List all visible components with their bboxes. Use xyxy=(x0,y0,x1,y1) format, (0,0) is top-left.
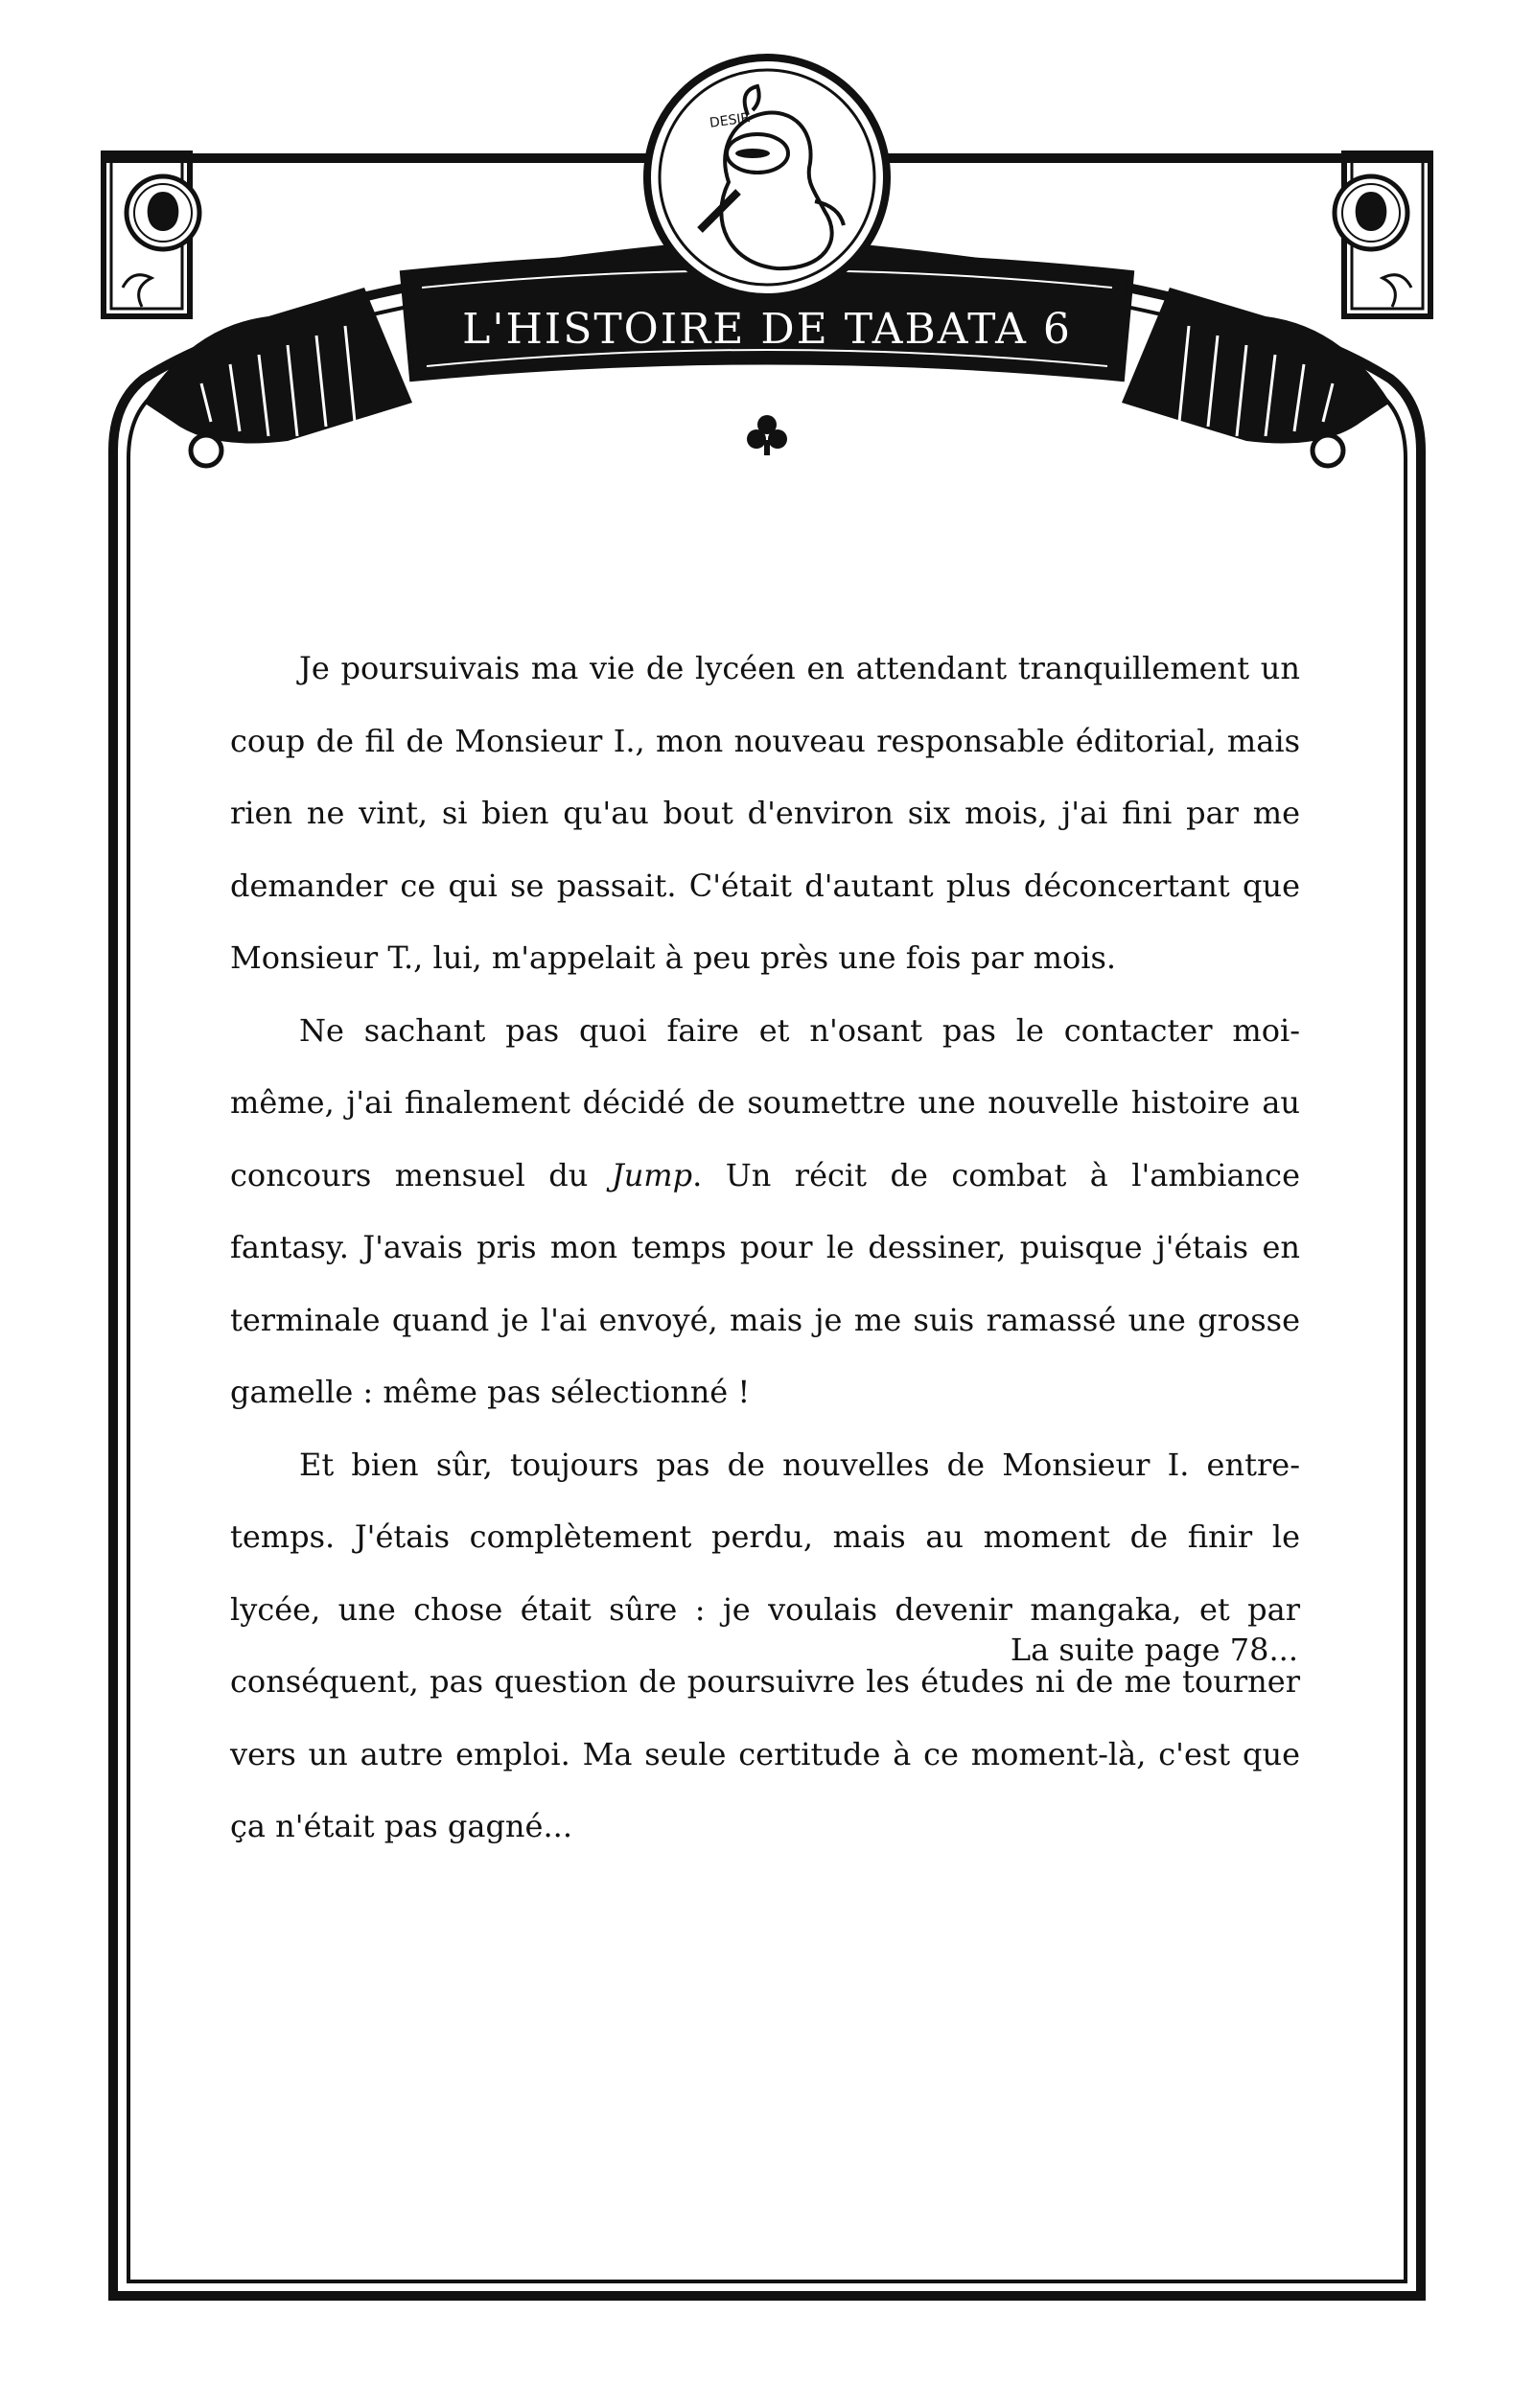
top-bar-left xyxy=(104,153,660,163)
medallion-duck xyxy=(647,58,887,297)
continuation-note: La suite page 78... xyxy=(1010,1632,1298,1668)
corner-ornament-left xyxy=(104,153,199,316)
paragraph-2 xyxy=(230,995,1300,1429)
top-bar-right xyxy=(874,153,1430,163)
paragraph-1: Je poursuivais ma vie de lycéen en attendant tranquillement un coup de fil de Monsieur I., mon nouveau responsable éditorial, mais rien ne vint, si bien qu'au bout d'environ six mois, j'ai fini par me demander ce qui se passait. C'était d'autant plus déconcertant que Monsieur T., lui, m'appelait à peu près une fois par mois. xyxy=(230,650,1300,976)
page-title: L'HISTOIRE DE TABATA 6 xyxy=(462,305,1072,354)
paragraph-2-after: . Un récit de combat à l'ambiance fantasy. J'avais pris mon temps pour le dessiner, puisque j'étais en terminale quand je l'ai envoyé, mais je me suis ramassé une grosse gamelle : même pas sélectionné ! xyxy=(230,1156,1301,1410)
paragraph-3: Et bien sûr, toujours pas de nouvelles de Monsieur I. entre-temps. J'étais complètement perdu, mais au moment de finir le lycée, une chose était sûre : je voulais devenir mangaka, et par conséquent, pas question de poursuivre les études ni de me tourner vers un autre emploi. Ma seule certitude à ce moment-là, c'est que ça n'était pas gagné... xyxy=(230,1446,1300,1844)
medallion-signature: DESIR xyxy=(709,110,752,131)
corner-ornament-right xyxy=(1335,153,1430,316)
paragraph-2-before: Ne sachant pas quoi faire et n'osant pas le contacter moi-même, j'ai finalement décidé de soumettre une nouvelle histoire au concours mensuel du xyxy=(230,1011,1300,1193)
club-ornament-icon xyxy=(747,415,787,455)
magazine-title: Jump xyxy=(611,1156,693,1193)
